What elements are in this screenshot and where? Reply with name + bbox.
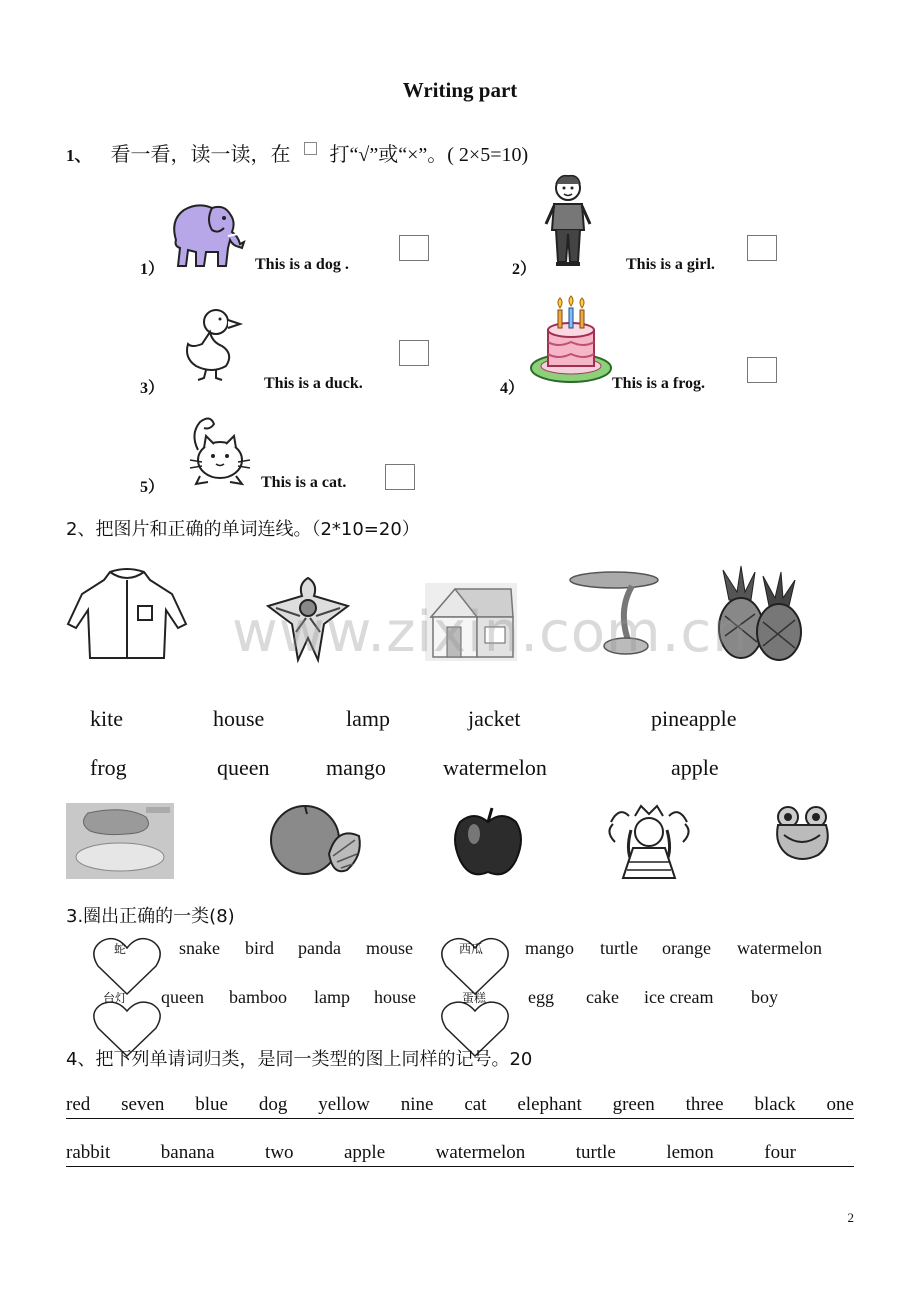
q1-item1-answer-box[interactable] — [399, 235, 429, 261]
q4-word[interactable]: black — [754, 1094, 796, 1115]
q1-item3-answer-box[interactable] — [399, 340, 429, 366]
q4-word[interactable]: cat — [464, 1094, 487, 1115]
q4-word[interactable]: apple — [344, 1142, 386, 1163]
q1-item4-answer-box[interactable] — [747, 357, 777, 383]
q3-word-queen[interactable]: queen — [161, 987, 204, 1007]
q4-word[interactable]: lemon — [666, 1142, 714, 1163]
q1-item1-sentence: This is a dog . — [255, 256, 349, 273]
q3-word-boy[interactable]: boy — [751, 987, 778, 1007]
q3-row2-label-b: 蛋糕 — [462, 991, 487, 1005]
heart-icon[interactable] — [92, 936, 162, 996]
q1-item1-index: 1） — [140, 261, 165, 278]
q4-word[interactable]: red — [66, 1094, 91, 1115]
q1-item2-index: 2） — [512, 261, 537, 278]
q4-word[interactable]: watermelon — [435, 1142, 526, 1163]
q1-item5-answer-box[interactable] — [385, 464, 415, 490]
q4-word[interactable]: elephant — [517, 1094, 582, 1115]
q4-word[interactable]: two — [265, 1142, 294, 1163]
apple-picture[interactable] — [452, 806, 524, 880]
page-number: 2 — [847, 1210, 854, 1225]
q1-item4-index: 4） — [500, 380, 525, 397]
q3-word-bird[interactable]: bird — [245, 938, 274, 958]
q4-word[interactable]: blue — [195, 1094, 228, 1115]
q3-word-egg[interactable]: egg — [528, 987, 554, 1007]
q1-item2-answer-box[interactable] — [747, 235, 777, 261]
q4-word-line-1 — [66, 1094, 854, 1119]
q2-word-lamp[interactable]: lamp — [346, 706, 390, 731]
q3-word-mouse[interactable]: mouse — [366, 938, 413, 958]
duck-picture — [182, 304, 244, 382]
q4-word[interactable]: nine — [400, 1094, 434, 1115]
q1-item2-sentence: This is a girl. — [626, 256, 715, 273]
q3-word-lamp[interactable]: lamp — [314, 987, 350, 1007]
page-title: Writing part — [402, 78, 518, 102]
q2-word-pineapple[interactable]: pineapple — [651, 706, 737, 731]
q3-word-house[interactable]: house — [374, 987, 416, 1007]
q3-word-cake[interactable]: cake — [586, 987, 619, 1007]
q2-word-kite[interactable]: kite — [90, 706, 123, 731]
q4-word[interactable]: three — [685, 1094, 724, 1115]
q3-word-snake[interactable]: snake — [179, 938, 220, 958]
q3-word-panda[interactable]: panda — [298, 938, 341, 958]
q4-word[interactable]: one — [826, 1094, 854, 1115]
q3-word-ice-cream[interactable]: ice cream — [644, 987, 714, 1007]
q4-word[interactable]: rabbit — [66, 1142, 111, 1163]
q3-word-turtle[interactable]: turtle — [600, 938, 638, 958]
q3-row1-label-b: 西瓜 — [459, 942, 484, 956]
q3-word-mango[interactable]: mango — [525, 938, 574, 958]
q3-word-watermelon[interactable]: watermelon — [737, 938, 822, 958]
q1-item5-index: 5） — [140, 479, 165, 496]
boy-picture — [540, 172, 596, 270]
q4-word[interactable]: four — [764, 1142, 796, 1163]
q4-heading: 4、把下列单请词归类，是同一类型的图上同样的记号。20 — [66, 1049, 533, 1070]
q2-word-house[interactable]: house — [213, 706, 265, 731]
q4-word[interactable]: seven — [121, 1094, 165, 1115]
elephant-picture — [166, 200, 248, 272]
q3-word-orange[interactable]: orange — [662, 938, 711, 958]
q1-heading — [66, 138, 528, 167]
frog-picture[interactable] — [772, 805, 834, 863]
q3-word-bamboo[interactable]: bamboo — [229, 987, 287, 1007]
orange-picture[interactable] — [267, 800, 365, 880]
cake-picture — [528, 296, 614, 388]
watermark: www.zixin.com.cn — [232, 600, 749, 665]
q2-word-mango[interactable]: mango — [326, 755, 386, 780]
inline-checkbox-icon — [304, 142, 317, 155]
q2-word-apple[interactable]: apple — [671, 755, 719, 780]
q1-instruction-pre: 看一看，读一读，在 — [110, 144, 291, 166]
q1-instruction-post: 打“√”或“×”。( 2×5=10) — [329, 144, 529, 166]
q1-number: 1、 — [66, 146, 92, 165]
q2-word-watermelon[interactable]: watermelon — [443, 755, 547, 780]
q2-heading: 2、把图片和正确的单词连线。（2*10=20） — [66, 519, 420, 540]
q4-word[interactable]: turtle — [575, 1142, 616, 1163]
q1-item3-index: 3） — [140, 380, 165, 397]
q3-row2-label-a: 台灯 — [103, 991, 128, 1005]
q3-row1-label-a: 蛇 — [114, 942, 127, 956]
jacket-picture[interactable] — [66, 566, 188, 662]
cat-picture — [180, 410, 252, 486]
q1-item4-sentence: This is a frog. — [612, 375, 706, 392]
queen-picture[interactable] — [605, 802, 693, 880]
q1-item3-sentence: This is a duck. — [264, 375, 363, 392]
q4-word-line-2 — [66, 1142, 854, 1167]
q4-word[interactable]: yellow — [318, 1094, 370, 1115]
q4-word[interactable]: banana — [160, 1142, 215, 1163]
q3-heading: 3.圈出正确的一类(8) — [66, 906, 235, 927]
mango-picture[interactable] — [66, 803, 174, 879]
q2-word-queen[interactable]: queen — [217, 755, 270, 780]
q4-word[interactable]: green — [612, 1094, 655, 1115]
q2-word-jacket[interactable]: jacket — [468, 706, 521, 731]
q1-item5-sentence: This is a cat. — [261, 474, 347, 491]
q2-word-frog[interactable]: frog — [90, 755, 127, 780]
q4-word[interactable]: dog — [258, 1094, 288, 1115]
